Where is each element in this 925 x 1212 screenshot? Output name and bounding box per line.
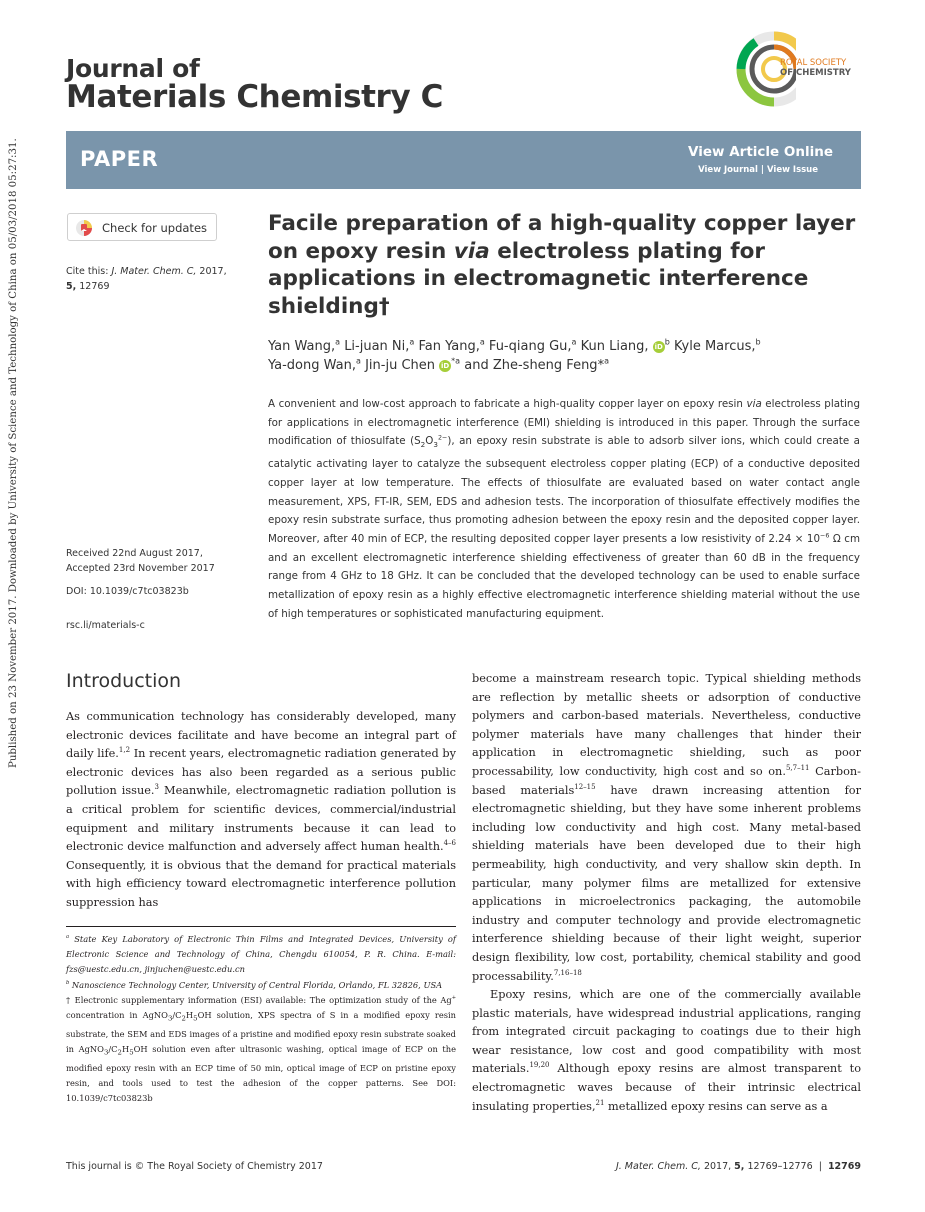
cite-year: 2017, bbox=[199, 266, 227, 277]
rsc-logo-text bbox=[780, 58, 851, 78]
accepted-date: Accepted 23rd November 2017 bbox=[66, 562, 215, 574]
received-accepted-dates bbox=[66, 547, 256, 576]
author[interactable]: Yan Wang,$^a$ bbox=[268, 337, 341, 354]
page-number: 12769 bbox=[827, 1161, 861, 1172]
journal-link[interactable]: rsc.li/materials-c bbox=[66, 620, 145, 631]
cite-volume: 5, bbox=[66, 281, 77, 292]
affiliation-a: $^a$ State Key Laboratory of Electronic Thin Films and Integrated Devices, University of Electronic Science and Technology of China, Chengdu 610054, P. R. China. E-mail: fzs@uestc.edu.cn, jinjuchen@uestc.edu.cn bbox=[66, 934, 456, 975]
citation-ref[interactable]: 5,7–11 bbox=[785, 764, 810, 773]
abstract: A convenient and low-cost approach to fabricate a high-quality copper layer on epoxy resin via electroless plating for applications in electromagnetic interference (EMI) shielding is introduced in this paper. Through the surface modification of thiosulfate $(S_2O_3^{2-})$, an epoxy resin substrate is able to adsorb silver ions, which could create a catalytic activating layer to catalyze the subsequent electroless copper plating (ECP) of a conductive deposited copper layer at low temperature. The effects of thiosulfate are evaluated based on water contact angle measurement, XPS, FT-IR, SEM, EDS and adhesion tests. The incorporation of thiosulfate effectively modifies the epoxy resin substrate surface, thus promoting adhesion between the epoxy resin and the deposited copper layer. Moreover, after 40 min of ECP, the resulting deposited copper layer presents a low resistivity of $2.24 \times 10^{-6}$ Ω cm and an excellent electromagnetic interference shielding effectiveness of greater than 60 dB in the frequency range from 4 GHz to 18 GHz. It can be concluded that the developed technology can be used to enable surface metallization of epoxy resin as a highly effective electromagnetic interference shielding material without the use of high temperatures or sophisticated manufacturing equipment. bbox=[268, 398, 860, 620]
orcid-icon[interactable]: iD bbox=[654, 343, 663, 351]
affiliation-b: $^b$ Nanoscience Technology Center, University of Central Florida, Orlando, FL 32826, USA bbox=[66, 979, 443, 990]
check-updates-icon bbox=[75, 219, 93, 237]
footnotes bbox=[66, 932, 456, 1107]
citation-ref[interactable]: 3 bbox=[154, 783, 159, 792]
journal-title-line1: Journal of bbox=[66, 54, 200, 83]
citation-ref[interactable]: 19,20 bbox=[529, 1061, 550, 1070]
author[interactable]: Kun Liang, $iD^b$ bbox=[580, 337, 670, 354]
paper-banner bbox=[66, 131, 861, 189]
section-heading-introduction: Introduction bbox=[66, 670, 182, 692]
author[interactable]: Ya-dong Wan,$^a$ bbox=[268, 356, 361, 373]
citation-block bbox=[66, 264, 246, 294]
rsc-logo-line2: OF CHEMISTRY bbox=[780, 68, 851, 78]
check-updates-label: Check for updates bbox=[102, 221, 208, 235]
check-for-updates-button[interactable] bbox=[67, 213, 217, 241]
journal-title-line2: Materials Chemistry C bbox=[66, 79, 443, 115]
footnote-divider bbox=[66, 926, 456, 927]
author[interactable]: Kyle Marcus,$^b$ bbox=[673, 337, 761, 354]
footer-citation: J. Mater. Chem. C, 2017, 5, 12769–12776 | 12769 bbox=[615, 1161, 861, 1172]
download-sidebar bbox=[6, 138, 22, 770]
author[interactable]: and Zhe-sheng Feng*$^a$ bbox=[464, 356, 610, 373]
citation-ref[interactable]: 4–6 bbox=[443, 839, 456, 848]
orcid-icon[interactable]: iD bbox=[441, 362, 450, 370]
doi[interactable]: DOI: 10.1039/c7tc03823b bbox=[66, 586, 189, 597]
view-journal-issue-links[interactable]: View Journal | View Issue bbox=[698, 165, 818, 175]
rsc-logo-line1: ROYAL SOCIETY bbox=[780, 58, 847, 68]
author[interactable]: Fan Yang,$^a$ bbox=[418, 337, 485, 354]
intro-right-column bbox=[472, 670, 861, 1116]
intro-paragraph-3: Epoxy resins, which are one of the commercially available plastic materials, have widespread industrial applications, ranging from integrated circuit packaging to coatings due to their high wear resistance, low cost and good compatibility with most materials.$^{19,20}$ Although epoxy resins are almost transparent to electromagnetic waves because of their intrinsic electrical insulating properties,$^{21}$ metallized epoxy resins can serve as a bbox=[472, 988, 861, 1113]
citation-ref[interactable]: 12–15 bbox=[574, 782, 596, 791]
intro-paragraph-1: As communication technology has considerably developed, many electronic devices facilitate and have become an integral part of daily life.$^{1,2}$ In recent years, electromagnetic radiation generated by electronic devices has also been regarded as a serious public pollution issue.$^3$ Meanwhile, electromagnetic radiation pollution is a critical problem for scientific devices, commercial/industrial equipment and military instruments because it can lead to electronic device malfunction and adversely affect human health.$^{4-6}$ Consequently, it is obvious that the demand for practical materials with high efficiency toward electromagnetic interference pollution suppression has bbox=[66, 710, 456, 909]
esi-note: † Electronic supplementary information (ESI) available: The optimization study of the Ag+ concentration in $AgNO_3/C_2H_5OH$ solution, XPS spectra of S in a modified epoxy resin substrate, the SEM and EDS images of a pristine and modified epoxy resin substrate soaked in $AgNO_3/C_2H_5OH$ solution even after ultrasonic washing, optical image of ECP on the modified epoxy resin with an ECP time of 50 min, optical image of ECP on pristine epoxy resin, and tools used to test the adhesion of the copper patterns. See DOI: 10.1039/c7tc03823b bbox=[66, 994, 457, 1104]
article-type-label: PAPER bbox=[80, 147, 159, 171]
view-article-online-link[interactable]: View Article Online bbox=[688, 144, 833, 160]
cite-prefix: Cite this: bbox=[66, 266, 109, 277]
author[interactable]: Fu-qiang Gu,$^a$ bbox=[488, 337, 577, 354]
citation-ref[interactable]: 1,2 bbox=[118, 746, 131, 755]
author[interactable]: Li-juan Ni,$^a$ bbox=[344, 337, 415, 354]
author[interactable]: Jin-ju Chen $iD^{*a}$ bbox=[365, 356, 461, 373]
citation-ref[interactable]: 7,16–18 bbox=[553, 968, 582, 977]
footer-copyright: This journal is © The Royal Society of Chemistry 2017 bbox=[66, 1161, 323, 1172]
cite-pages: 12769 bbox=[79, 281, 110, 292]
article-title: Facile preparation of a high-quality copper layer on epoxy resin via electroless plating for applications in electromagnetic interference shielding† bbox=[268, 211, 856, 319]
rsc-logo bbox=[736, 28, 866, 110]
cite-journal: J. Mater. Chem. C, bbox=[111, 266, 197, 277]
author-list bbox=[268, 337, 868, 375]
received-date: Received 22nd August 2017, bbox=[66, 548, 203, 559]
download-notice: Published on 23 November 2017. Downloaded by University of Science and Technology of China on 05/03/2018 05:27:31. bbox=[8, 138, 19, 768]
citation-ref[interactable]: 21 bbox=[595, 1098, 605, 1107]
intro-paragraph-2: become a mainstream research topic. Typical shielding methods are reflection by metallic sheets or adsorption of conductive polymers and carbon-based materials. Nevertheless, conductive polymer materials have many challenges that hinder their application in electromagnetic shielding, such as poor processability, low conductivity, high cost and so on.$^{5,7-11}$ Carbon-based materials$^{12-15}$ have drawn increasing attention for electromagnetic shielding, but they have some inherent problems including low conductivity and high cost. Many metal-based shielding materials have been developed due to their high permeability, high conductivity, and very shallow skin depth. In particular, many polymer films are metallized for extensive applications in microelectronics packaging, the automobile industry and computer technology and provide electromagnetic interference shielding because of their light weight, superior design flexibility, low cost, portability, chemical stability and good processability.$^{7,16-18}$ bbox=[472, 672, 861, 983]
